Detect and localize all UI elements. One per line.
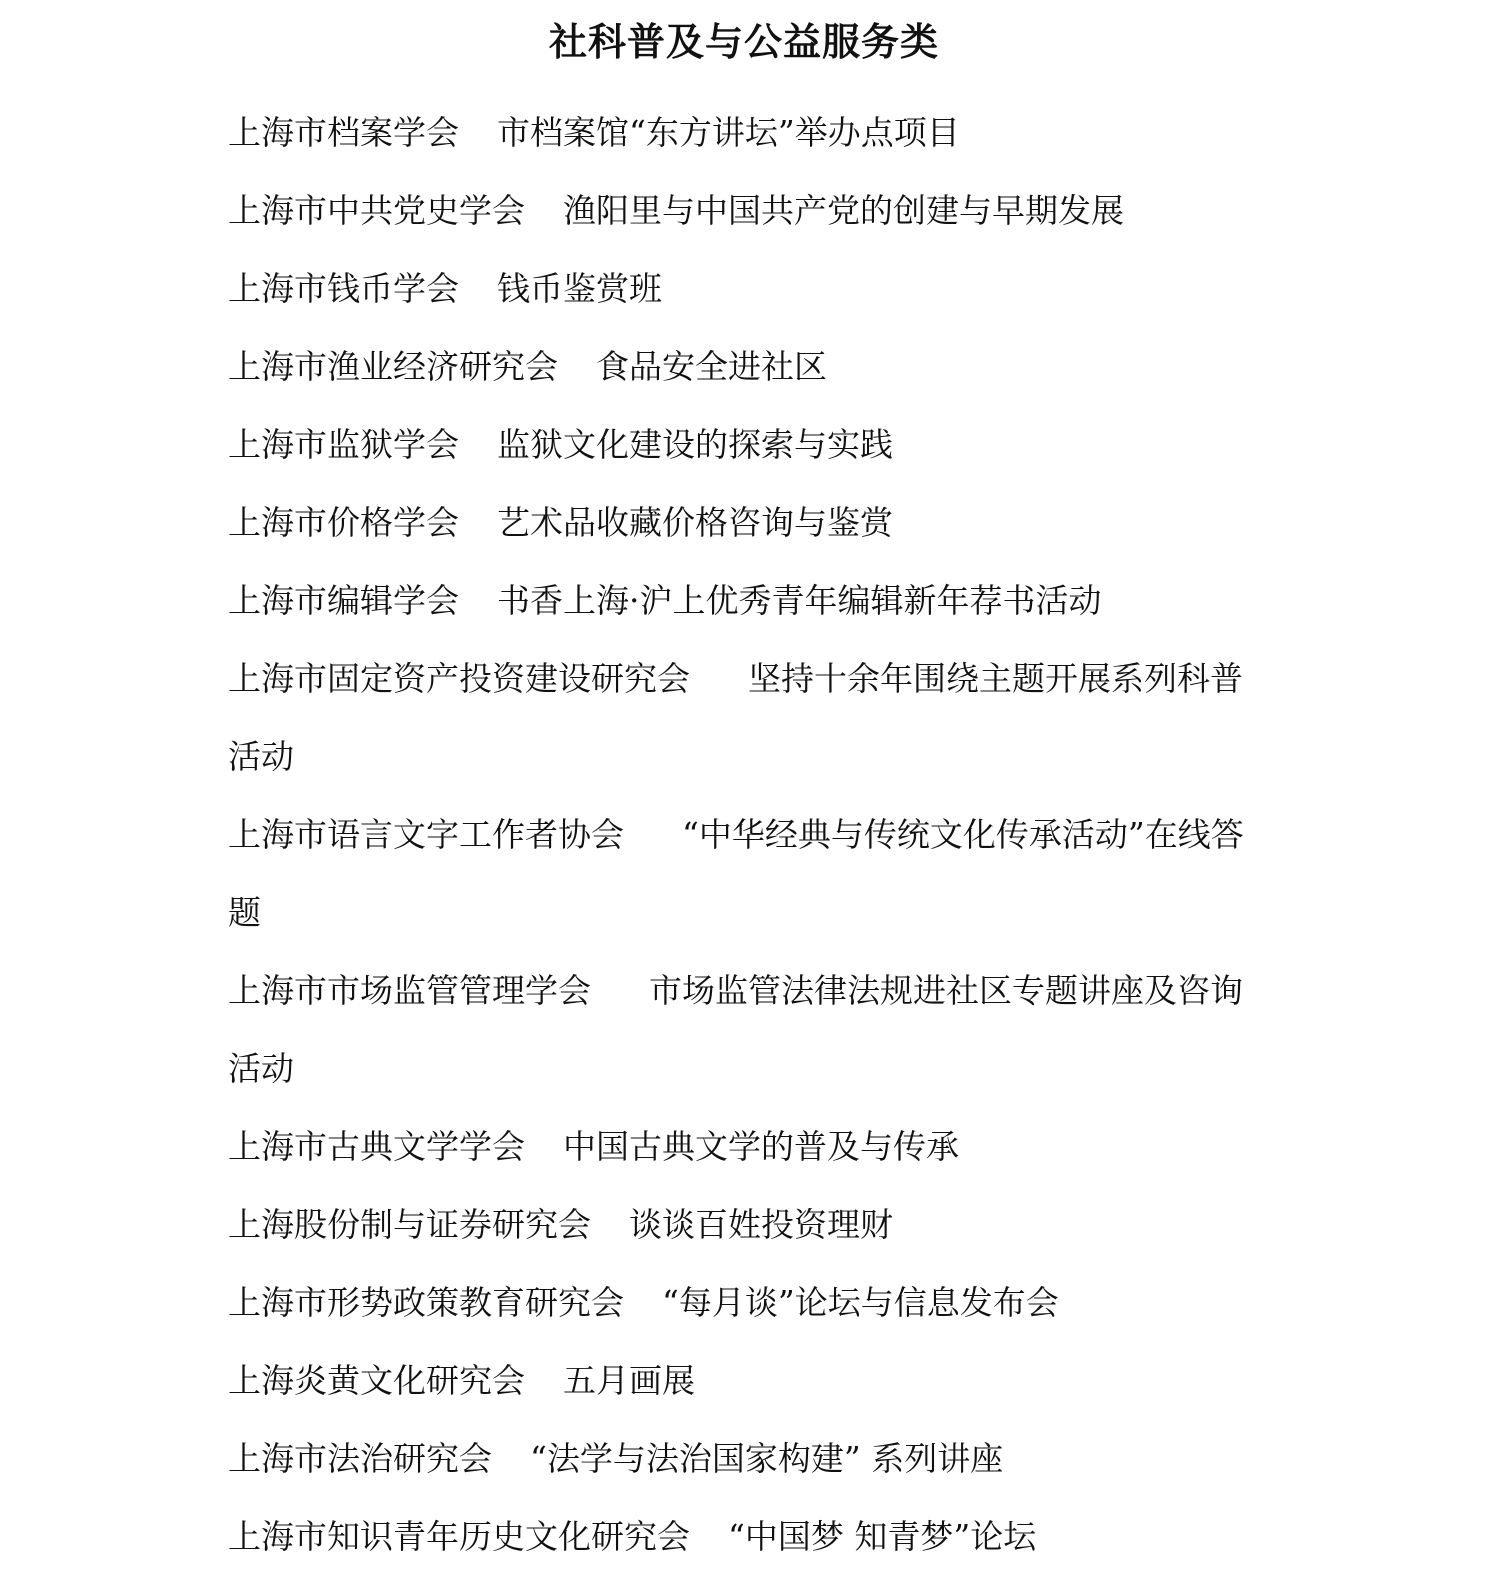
list-item [228,952,1268,1108]
list-item [228,562,1268,640]
project-name: 市档案馆“东方讲坛”举办点项目 [497,113,960,152]
list-item [228,406,1268,484]
list-item [228,796,1268,952]
organization-name: 上海市渔业经济研究会 [228,347,558,386]
organization-name: 上海炎黄文化研究会 [228,1361,525,1400]
organization-name: 上海市中共党史学会 [228,191,525,230]
list-item [228,94,1268,172]
project-name: “法学与法治国家构建” 系列讲座 [530,1439,1004,1478]
organization-name: 上海市知识青年历史文化研究会 [228,1517,690,1556]
project-name: “中国梦 知青梦”论坛 [728,1517,1037,1556]
organization-name: 上海市古典文学学会 [228,1127,525,1166]
organization-name: 上海市市场监管管理学会 [228,971,591,1010]
organization-name: 上海市语言文字工作者协会 [228,815,624,854]
project-name: 坚持十余年围绕主题开展系列科普活动 [228,659,1243,776]
project-name: 书香上海·沪上优秀青年编辑新年荐书活动 [497,581,1102,620]
list-item [228,172,1268,250]
project-name: 渔阳里与中国共产党的创建与早期发展 [563,191,1124,230]
project-name: 五月画展 [563,1361,695,1400]
list-item [228,1108,1268,1186]
list-item [228,484,1268,562]
organization-name: 上海市价格学会 [228,503,459,542]
organization-name: 上海市钱币学会 [228,269,459,308]
list-item [228,1186,1268,1264]
list-item [228,250,1268,328]
organization-name: 上海市法治研究会 [228,1439,492,1478]
organization-name: 上海市形势政策教育研究会 [228,1283,624,1322]
list-item [228,1342,1268,1420]
project-name: “每月谈”论坛与信息发布会 [662,1283,1059,1322]
project-name: 食品安全进社区 [596,347,827,386]
project-name: 监狱文化建设的探索与实践 [497,425,893,464]
page-title: 社科普及与公益服务类 [548,20,939,64]
organization-name: 上海股份制与证券研究会 [228,1205,591,1244]
list-item [228,1264,1268,1342]
project-name: 钱币鉴赏班 [497,269,662,308]
organization-name: 上海市监狱学会 [228,425,459,464]
list-item [228,1420,1268,1498]
organization-name: 上海市编辑学会 [228,581,459,620]
entry-list [228,94,1268,1576]
project-name: 艺术品收藏价格咨询与鉴赏 [497,503,893,542]
project-name: 中国古典文学的普及与传承 [563,1127,959,1166]
list-item [228,640,1268,796]
list-item [228,1498,1268,1576]
project-name: 谈谈百姓投资理财 [629,1205,893,1244]
organization-name: 上海市固定资产投资建设研究会 [228,659,690,698]
organization-name: 上海市档案学会 [228,113,459,152]
project-name: “中华经典与传统文化传承活动”在线答题 [228,815,1244,932]
project-name: 市场监管法律法规进社区专题讲座及咨询活动 [228,971,1243,1088]
list-item [228,328,1268,406]
